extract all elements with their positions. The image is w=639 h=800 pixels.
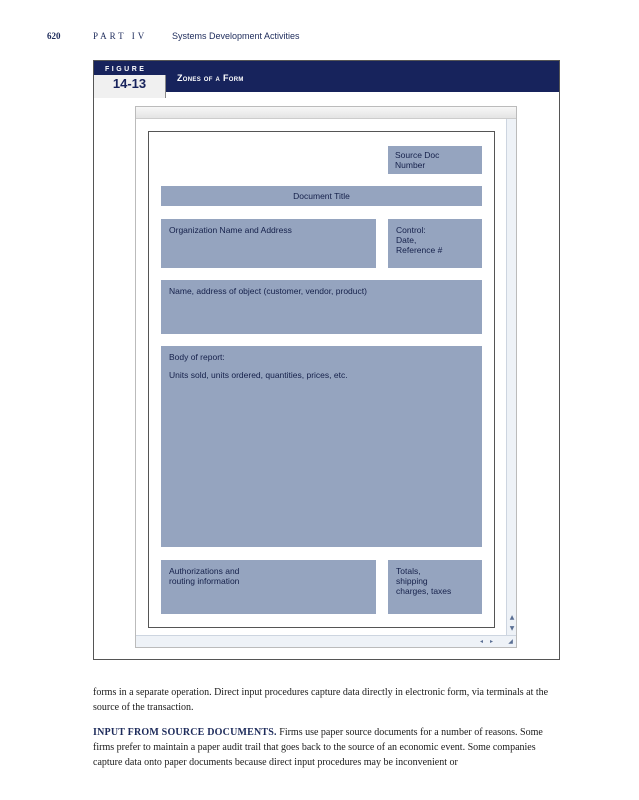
vertical-scrollbar[interactable] [506, 119, 516, 635]
chapter-title: Systems Development Activities [172, 31, 300, 41]
horizontal-scrollbar[interactable] [136, 635, 516, 647]
zone-text: Body of report: [169, 352, 225, 362]
figure-number: 14-13 [94, 75, 166, 98]
form-page [148, 131, 495, 628]
zone-text: Authorizations and [169, 566, 240, 576]
window-top-bar [136, 107, 516, 119]
paragraph-heading: INPUT FROM SOURCE DOCUMENTS. [93, 727, 277, 738]
figure-title: Zones of a Form [177, 73, 244, 83]
zone-authorizations [161, 560, 376, 614]
zone-totals [388, 560, 482, 614]
zone-text: Organization Name and Address [169, 225, 292, 235]
running-head [0, 31, 639, 45]
paragraph-body: Firms use paper source documents for a number of reasons. Some firms prefer to maintain a paper audit trail that goes back to the source of an economic event. Some companies capture data onto paper documents because direct input procedures may be inconvenient or [93, 727, 543, 768]
zone-source-doc-number [388, 146, 482, 174]
zone-text: charges, taxes [396, 586, 452, 596]
scroll-prev-icon[interactable]: ◂ [479, 638, 483, 645]
zone-text: Number [395, 160, 426, 170]
zone-text: Totals, [396, 566, 421, 576]
paragraph-1: forms in a separate operation. Direct input procedures capture data directly in electronic form, via terminals at the source of the transaction. [93, 687, 549, 713]
zone-text: Date, [396, 235, 417, 245]
figure-label: FIGURE [105, 66, 147, 73]
zone-body [161, 346, 482, 547]
zone-text: routing information [169, 576, 240, 586]
part-label: PART IV [93, 31, 148, 41]
zone-text: Control: [396, 225, 426, 235]
zone-text: Reference # [396, 245, 443, 255]
zone-organization [161, 219, 376, 268]
scroll-next-icon[interactable]: ▸ [489, 638, 493, 645]
zone-text: Source Doc [395, 150, 440, 160]
paragraph-2 [93, 725, 563, 770]
page-number: 620 [47, 31, 61, 41]
resize-grip-icon[interactable]: ◢ [508, 638, 513, 645]
scroll-up-arrow-icon[interactable]: ▲ [509, 614, 515, 621]
scroll-down-arrow-icon[interactable]: ▼ [509, 625, 515, 632]
zone-document-title [161, 186, 482, 206]
figure-header [94, 61, 559, 92]
zone-text: Name, address of object (customer, vendor, product) [169, 286, 367, 296]
zone-object [161, 280, 482, 334]
zone-control [388, 219, 482, 268]
zone-text: shipping [396, 576, 428, 586]
zone-text: Units sold, units ordered, quantities, prices, etc. [169, 370, 348, 380]
zone-text: Document Title [293, 191, 350, 201]
